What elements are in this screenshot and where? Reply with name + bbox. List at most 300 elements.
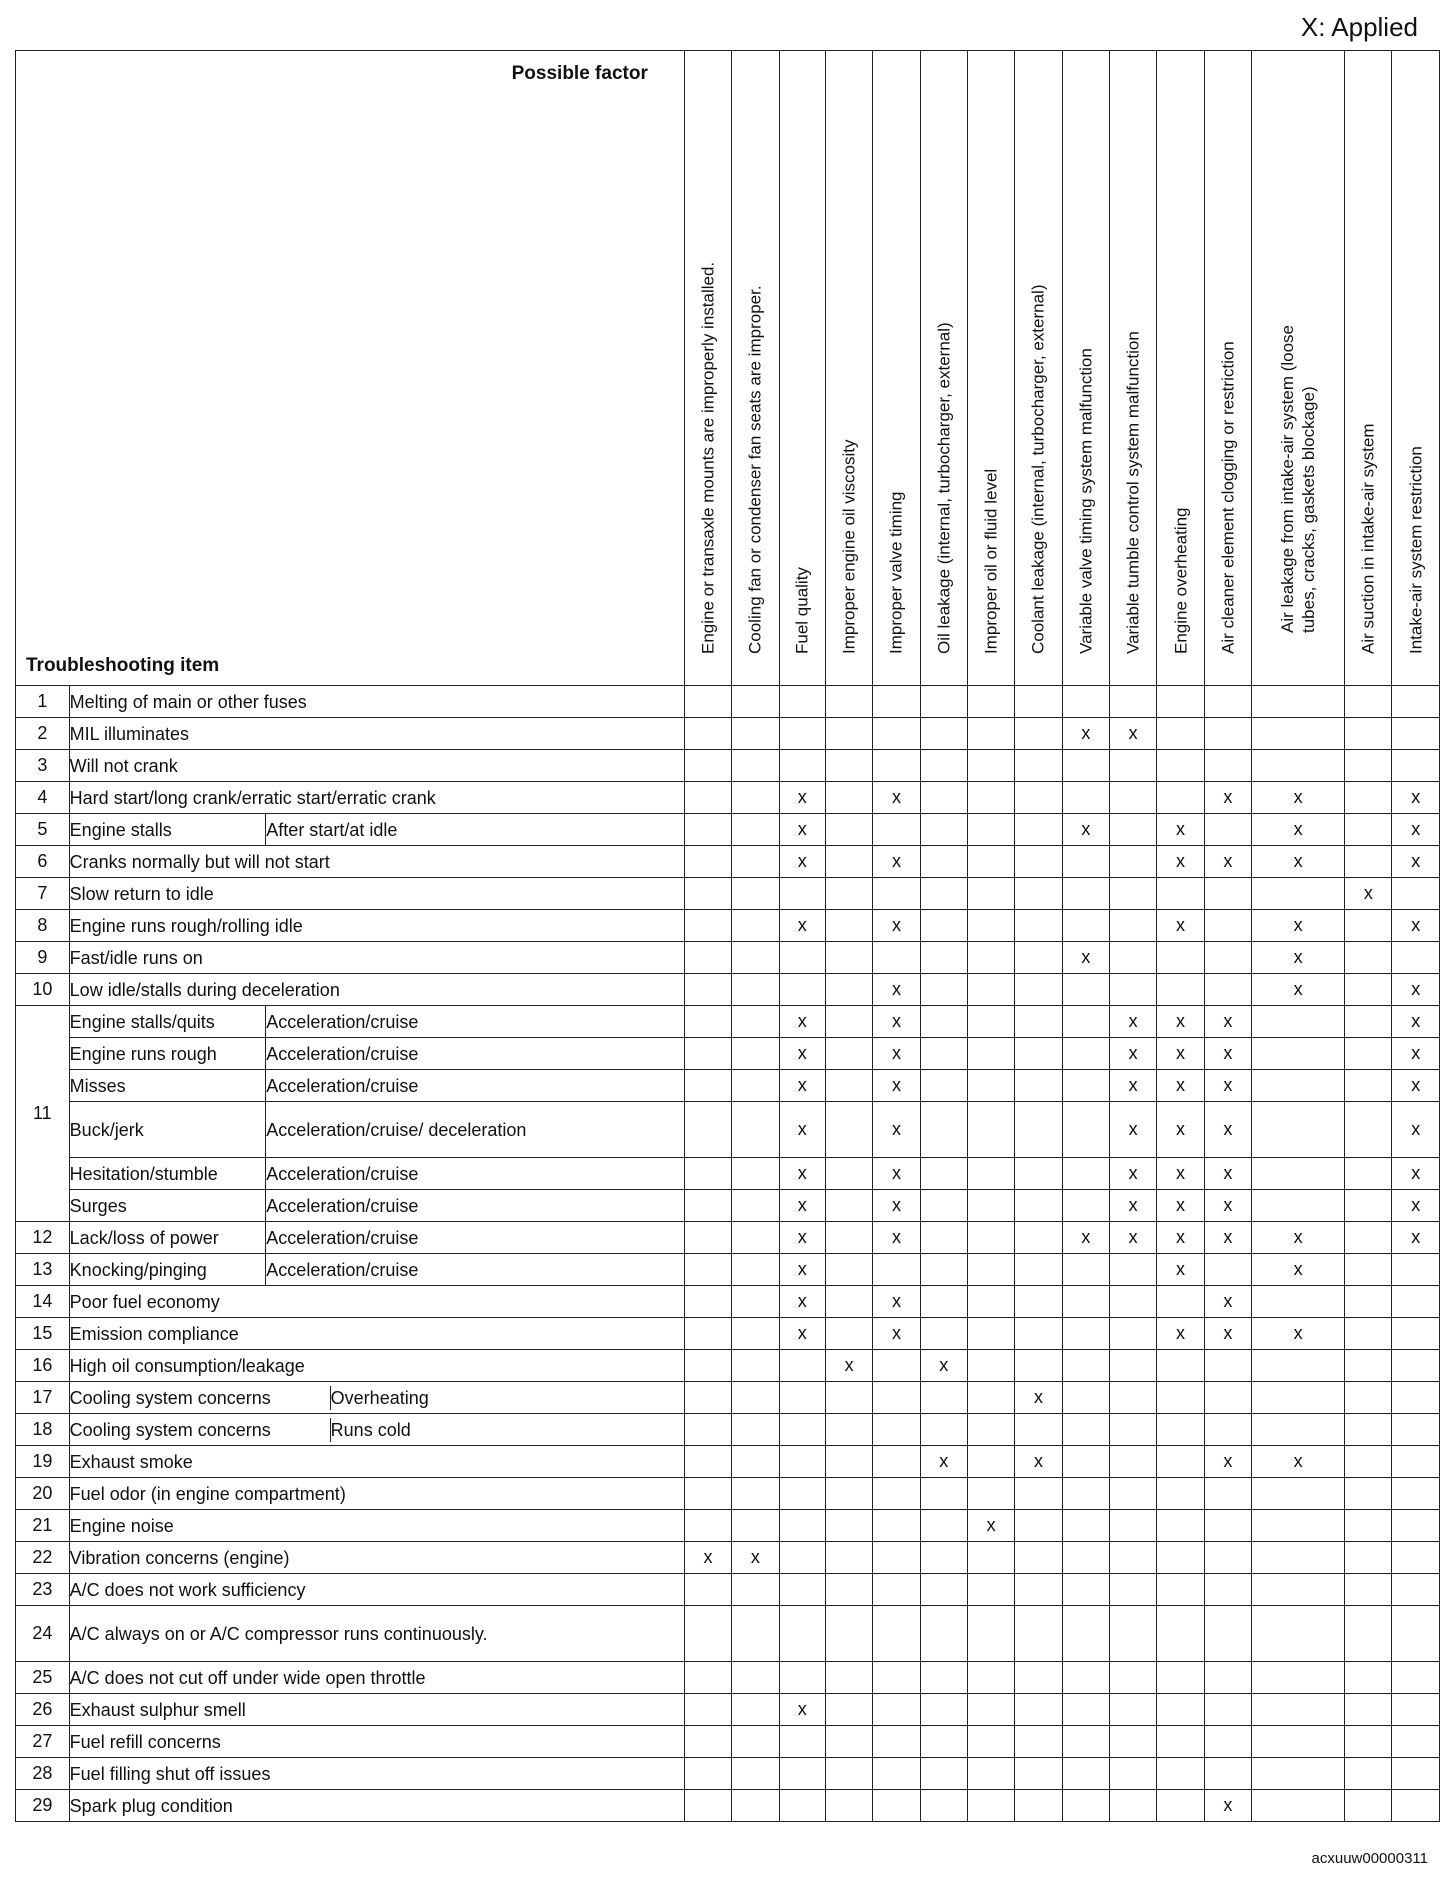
table-row (16, 974, 1440, 1006)
row-item: Slow return to idle (69, 878, 684, 910)
table-row (16, 1694, 1440, 1726)
factor-cell (1204, 974, 1251, 1006)
factor-cell (967, 750, 1014, 782)
applied-mark: x (873, 1102, 920, 1158)
factor-cell (873, 1574, 920, 1606)
factor-cell (1110, 1446, 1157, 1478)
applied-mark: x (1204, 1102, 1251, 1158)
row-number: 15 (16, 1318, 70, 1350)
row-item: A/C does not work sufficiency (69, 1574, 684, 1606)
applied-mark: x (873, 782, 920, 814)
factor-cell (1110, 814, 1157, 846)
factor-cell (920, 718, 967, 750)
factor-label: Coolant leakage (internal, turbocharger, external) (1028, 284, 1048, 654)
row-condition: Runs cold (330, 1419, 411, 1440)
factor-cell (732, 1286, 779, 1318)
factor-cell (873, 1726, 920, 1758)
factor-cell (1204, 718, 1251, 750)
row-item: Engine runs rough/rolling idle (69, 910, 684, 942)
row-number: 2 (16, 718, 70, 750)
applied-mark: x (920, 1350, 967, 1382)
factor-header (732, 51, 779, 686)
applied-mark: x (779, 1190, 825, 1222)
factor-label: Improper valve timing (886, 491, 906, 654)
row-item: A/C does not cut off under wide open throttle (69, 1662, 684, 1694)
applied-mark: x (873, 1222, 920, 1254)
factor-cell (1062, 1606, 1109, 1662)
factor-cell (1110, 1510, 1157, 1542)
row-number: 21 (16, 1510, 70, 1542)
applied-mark: x (1157, 1158, 1204, 1190)
factor-cell (1062, 1542, 1109, 1574)
factor-cell (967, 1190, 1014, 1222)
factor-cell (967, 1286, 1014, 1318)
factor-cell (825, 1606, 872, 1662)
factor-cell (825, 942, 872, 974)
applied-mark: x (1062, 718, 1109, 750)
factor-cell (920, 1070, 967, 1102)
factor-cell (825, 1758, 872, 1790)
factor-cell (825, 974, 872, 1006)
factor-cell (684, 1350, 731, 1382)
applied-mark: x (1252, 1222, 1345, 1254)
row-item: Exhaust sulphur smell (69, 1694, 684, 1726)
table-row (16, 1070, 1440, 1102)
factor-cell (1345, 942, 1392, 974)
row-number: 1 (16, 686, 70, 718)
applied-mark: x (1252, 1446, 1345, 1478)
row-number: 17 (16, 1382, 70, 1414)
applied-mark: x (1252, 1254, 1345, 1286)
factor-cell (1252, 1726, 1345, 1758)
factor-cell (1392, 1510, 1440, 1542)
table-row (16, 1382, 1440, 1414)
factor-header (920, 51, 967, 686)
factor-cell (825, 1318, 872, 1350)
factor-cell (1157, 1478, 1204, 1510)
factor-cell (1015, 1662, 1062, 1694)
factor-cell (732, 1382, 779, 1414)
factor-cell (825, 846, 872, 878)
table-row (16, 878, 1440, 910)
troubleshooting-item-label: Troubleshooting item (26, 655, 220, 676)
factor-cell (779, 1478, 825, 1510)
factor-cell (1392, 878, 1440, 910)
factor-cell (1392, 1382, 1440, 1414)
applied-mark: x (1157, 1254, 1204, 1286)
factor-cell (1110, 974, 1157, 1006)
factor-cell (873, 1790, 920, 1822)
applied-mark: x (1204, 1190, 1251, 1222)
row-condition: Acceleration/cruise (266, 1038, 685, 1070)
factor-cell (920, 1510, 967, 1542)
factor-cell (873, 686, 920, 718)
factor-cell (1204, 942, 1251, 974)
factor-cell (1345, 1726, 1392, 1758)
factor-header (684, 51, 731, 686)
factor-cell (1157, 1414, 1204, 1446)
factor-cell (920, 1254, 967, 1286)
factor-cell (1252, 1414, 1345, 1446)
factor-cell (873, 942, 920, 974)
factor-cell (1015, 1254, 1062, 1286)
factor-cell (1015, 718, 1062, 750)
row-item: Exhaust smoke (69, 1446, 684, 1478)
factor-cell (825, 1726, 872, 1758)
row-number: 23 (16, 1574, 70, 1606)
factor-cell (1392, 1606, 1440, 1662)
applied-mark: x (1204, 1286, 1251, 1318)
factor-cell (684, 686, 731, 718)
table-row (16, 1190, 1440, 1222)
row-number: 6 (16, 846, 70, 878)
factor-cell (825, 878, 872, 910)
row-condition: Acceleration/cruise (266, 1158, 685, 1190)
row-item: Fuel refill concerns (69, 1726, 684, 1758)
factor-cell (920, 1478, 967, 1510)
row-item: Cranks normally but will not start (69, 846, 684, 878)
factor-cell (1110, 910, 1157, 942)
table-body (16, 686, 1440, 1822)
factor-cell (1157, 1286, 1204, 1318)
table-row (16, 1446, 1440, 1478)
table-row (16, 910, 1440, 942)
applied-mark: x (1204, 1790, 1251, 1822)
factor-cell (825, 814, 872, 846)
factor-cell (1015, 942, 1062, 974)
factor-cell (967, 846, 1014, 878)
row-number: 16 (16, 1350, 70, 1382)
factor-cell (1015, 846, 1062, 878)
factor-cell (1157, 878, 1204, 910)
factor-cell (1252, 878, 1345, 910)
factor-cell (1204, 1758, 1251, 1790)
factor-cell (1157, 1542, 1204, 1574)
factor-label: Oil leakage (internal, turbocharger, external) (934, 322, 954, 654)
row-item: Poor fuel economy (69, 1286, 684, 1318)
factor-cell (967, 1446, 1014, 1478)
factor-cell (873, 1382, 920, 1414)
row-item: Knocking/pinging (69, 1254, 266, 1286)
factor-cell (1015, 1222, 1062, 1254)
row-condition: Acceleration/cruise/ deceleration (266, 1102, 685, 1158)
factor-cell (825, 1446, 872, 1478)
factor-label: Engine or transaxle mounts are improperly installed. (698, 261, 718, 654)
factor-cell (684, 1446, 731, 1478)
factor-cell (1252, 1102, 1345, 1158)
factor-cell (1015, 1574, 1062, 1606)
factor-cell (873, 1758, 920, 1790)
factor-cell (1157, 1446, 1204, 1478)
factor-cell (825, 1478, 872, 1510)
row-item: Engine noise (69, 1510, 684, 1542)
factor-cell (1110, 846, 1157, 878)
table-row (16, 846, 1440, 878)
table-row (16, 942, 1440, 974)
factor-cell (1392, 1350, 1440, 1382)
factor-cell (1345, 718, 1392, 750)
factor-cell (920, 1102, 967, 1158)
factor-cell (1015, 1070, 1062, 1102)
factor-cell (1157, 750, 1204, 782)
factor-cell (825, 1190, 872, 1222)
factor-cell (732, 1070, 779, 1102)
applied-mark: x (873, 910, 920, 942)
factor-cell (779, 1574, 825, 1606)
factor-cell (825, 1158, 872, 1190)
factor-cell (1157, 974, 1204, 1006)
factor-cell (1062, 846, 1109, 878)
factor-cell (825, 1510, 872, 1542)
factor-cell (732, 942, 779, 974)
factor-cell (1204, 910, 1251, 942)
factor-cell (1110, 1574, 1157, 1606)
table-row (16, 1006, 1440, 1038)
factor-cell (1015, 1286, 1062, 1318)
factor-cell (684, 910, 731, 942)
factor-cell (825, 1542, 872, 1574)
applied-mark: x (1110, 1038, 1157, 1070)
row-item: Buck/jerk (69, 1102, 266, 1158)
factor-label: Air cleaner element clogging or restriction (1218, 341, 1238, 654)
factor-cell (1204, 1662, 1251, 1694)
applied-mark: x (1252, 814, 1345, 846)
factor-cell (1392, 1758, 1440, 1790)
row-item: Cooling system concerns (70, 1386, 331, 1410)
factor-cell (1345, 910, 1392, 942)
factor-cell (684, 1038, 731, 1070)
factor-cell (1392, 1446, 1440, 1478)
factor-cell (967, 910, 1014, 942)
applied-mark: x (1392, 846, 1440, 878)
applied-mark: x (779, 1222, 825, 1254)
applied-mark: x (873, 846, 920, 878)
factor-cell (1157, 1694, 1204, 1726)
row-number: 22 (16, 1542, 70, 1574)
factor-cell (732, 718, 779, 750)
factor-cell (1062, 1510, 1109, 1542)
factor-cell (967, 974, 1014, 1006)
factor-cell (1110, 1606, 1157, 1662)
applied-mark: x (779, 814, 825, 846)
factor-cell (1252, 1510, 1345, 1542)
factor-header (1252, 51, 1345, 686)
table-row (16, 750, 1440, 782)
factor-cell (825, 718, 872, 750)
row-item: Hesitation/stumble (69, 1158, 266, 1190)
factor-cell (1392, 942, 1440, 974)
factor-label: Air suction in intake-air system (1358, 423, 1378, 654)
factor-cell (1062, 1446, 1109, 1478)
factor-cell (1062, 1190, 1109, 1222)
factor-cell (1110, 782, 1157, 814)
factor-cell (920, 1382, 967, 1414)
factor-cell (779, 1542, 825, 1574)
applied-mark: x (1157, 1318, 1204, 1350)
row-condition: Overheating (330, 1387, 429, 1408)
factor-cell (732, 1190, 779, 1222)
factor-cell (920, 1190, 967, 1222)
factor-cell (1062, 1382, 1109, 1414)
applied-mark: x (1157, 814, 1204, 846)
factor-cell (825, 1006, 872, 1038)
factor-cell (1252, 1350, 1345, 1382)
row-condition: Acceleration/cruise (266, 1190, 685, 1222)
row-item: Lack/loss of power (69, 1222, 266, 1254)
applied-mark: x (1062, 1222, 1109, 1254)
applied-mark: x (1110, 1102, 1157, 1158)
factor-cell (779, 878, 825, 910)
factor-cell (1015, 1694, 1062, 1726)
factor-cell (1110, 1758, 1157, 1790)
factor-cell (1345, 1102, 1392, 1158)
factor-cell (684, 942, 731, 974)
factor-cell (1392, 1318, 1440, 1350)
factor-cell (684, 1158, 731, 1190)
factor-cell (1062, 686, 1109, 718)
factor-cell (1345, 1318, 1392, 1350)
factor-cell (967, 1790, 1014, 1822)
factor-cell (732, 1222, 779, 1254)
troubleshooting-table (15, 50, 1440, 1822)
applied-mark: x (684, 1542, 731, 1574)
factor-cell (779, 1350, 825, 1382)
factor-cell (1345, 1158, 1392, 1190)
factor-cell (825, 1574, 872, 1606)
factor-cell (684, 718, 731, 750)
factor-cell (1345, 1286, 1392, 1318)
factor-cell (825, 910, 872, 942)
factor-cell (825, 1038, 872, 1070)
factor-cell (732, 782, 779, 814)
factor-header (825, 51, 872, 686)
row-number: 28 (16, 1758, 70, 1790)
applied-mark: x (1204, 1222, 1251, 1254)
applied-mark: x (1392, 782, 1440, 814)
factor-cell (1345, 1006, 1392, 1038)
factor-cell (684, 1286, 731, 1318)
factor-cell (1062, 750, 1109, 782)
factor-cell (967, 718, 1014, 750)
applied-mark: x (920, 1446, 967, 1478)
factor-cell (684, 1510, 731, 1542)
factor-cell (967, 1758, 1014, 1790)
row-number: 26 (16, 1694, 70, 1726)
table-row (16, 1102, 1440, 1158)
factor-cell (1345, 1254, 1392, 1286)
factor-cell (920, 1222, 967, 1254)
factor-cell (1110, 686, 1157, 718)
applied-mark: x (1204, 1070, 1251, 1102)
factor-cell (1015, 1606, 1062, 1662)
factor-cell (1204, 1542, 1251, 1574)
factor-cell (1345, 1662, 1392, 1694)
factor-cell (967, 1158, 1014, 1190)
table-row (16, 1758, 1440, 1790)
table-row (16, 1606, 1440, 1662)
factor-cell (1110, 1414, 1157, 1446)
factor-cell (1392, 1286, 1440, 1318)
row-number: 18 (16, 1414, 70, 1446)
applied-mark: x (967, 1510, 1014, 1542)
applied-mark: x (1345, 878, 1392, 910)
factor-cell (732, 1574, 779, 1606)
factor-cell (1015, 782, 1062, 814)
row-item: Melting of main or other fuses (69, 686, 684, 718)
factor-cell (825, 1790, 872, 1822)
applied-mark: x (779, 910, 825, 942)
factor-cell (825, 1254, 872, 1286)
factor-cell (967, 1694, 1014, 1726)
factor-cell (1015, 1318, 1062, 1350)
header-corner (16, 51, 685, 686)
applied-mark: x (1392, 1190, 1440, 1222)
factor-cell (1015, 1414, 1062, 1446)
factor-header (779, 51, 825, 686)
factor-cell (1110, 1350, 1157, 1382)
row-condition: Acceleration/cruise (266, 1222, 685, 1254)
factor-cell (1252, 1286, 1345, 1318)
factor-cell (920, 750, 967, 782)
factor-cell (779, 1662, 825, 1694)
factor-cell (1252, 1758, 1345, 1790)
factor-cell (732, 878, 779, 910)
factor-cell (873, 1350, 920, 1382)
factor-cell (684, 1726, 731, 1758)
factor-cell (779, 1414, 825, 1446)
factor-cell (779, 942, 825, 974)
applied-mark: x (1392, 910, 1440, 942)
table-row (16, 1510, 1440, 1542)
applied-mark: x (873, 1190, 920, 1222)
factor-header (1345, 51, 1392, 686)
factor-cell (1204, 1606, 1251, 1662)
factor-cell (1392, 750, 1440, 782)
applied-mark: x (873, 1070, 920, 1102)
applied-mark: x (1392, 1222, 1440, 1254)
factor-cell (1204, 750, 1251, 782)
applied-mark: x (1204, 1318, 1251, 1350)
factor-cell (1157, 942, 1204, 974)
factor-cell (920, 1662, 967, 1694)
factor-cell (1392, 1662, 1440, 1694)
factor-cell (1062, 1286, 1109, 1318)
factor-cell (1015, 1478, 1062, 1510)
factor-cell (1015, 1790, 1062, 1822)
table-row (16, 1478, 1440, 1510)
row-condition: Acceleration/cruise (266, 1070, 685, 1102)
factor-cell (1392, 1790, 1440, 1822)
factor-cell (1062, 910, 1109, 942)
factor-cell (1015, 686, 1062, 718)
applied-mark: x (779, 1286, 825, 1318)
factor-cell (684, 1694, 731, 1726)
applied-mark: x (1157, 910, 1204, 942)
factor-cell (684, 1606, 731, 1662)
row-number: 19 (16, 1446, 70, 1478)
row-number: 12 (16, 1222, 70, 1254)
factor-cell (1392, 1254, 1440, 1286)
factor-cell (684, 1222, 731, 1254)
factor-cell (920, 686, 967, 718)
factor-cell (873, 1510, 920, 1542)
applied-mark: x (1157, 1038, 1204, 1070)
factor-cell (1015, 1006, 1062, 1038)
applied-mark: x (1204, 782, 1251, 814)
factor-header (967, 51, 1014, 686)
applied-mark: x (779, 1102, 825, 1158)
factor-cell (779, 1758, 825, 1790)
